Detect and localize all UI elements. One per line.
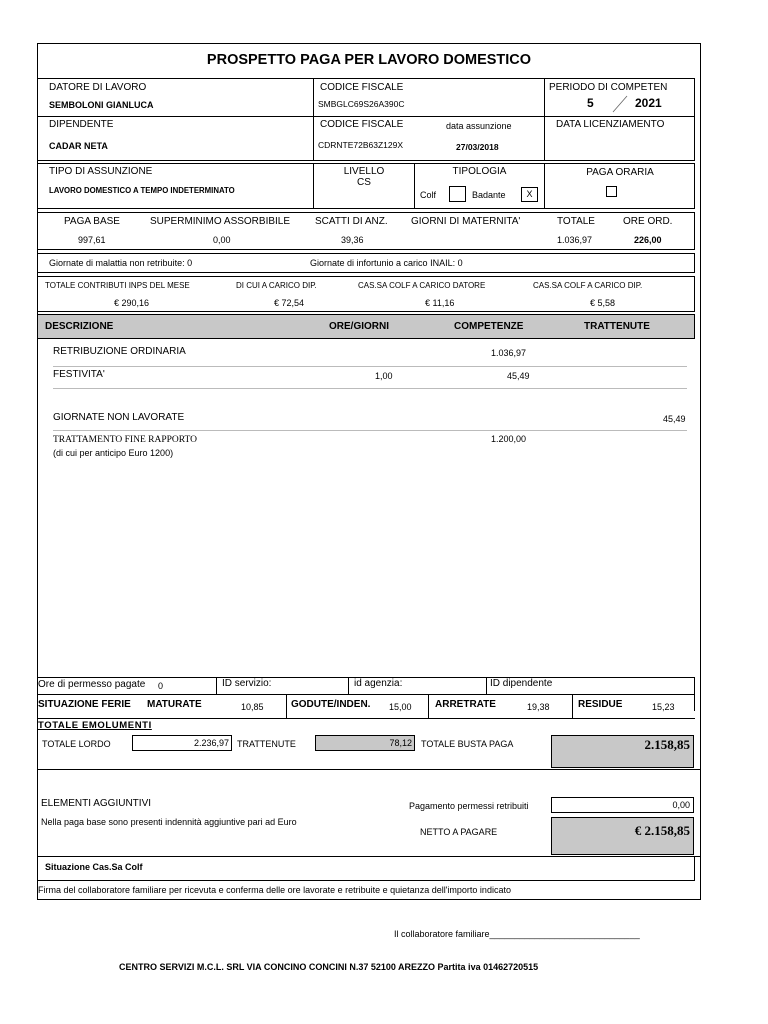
permessi-label: Pagamento permessi retribuiti bbox=[409, 801, 529, 811]
hourly-pay-label: PAGA ORARIA bbox=[586, 167, 654, 178]
contributi-value-3: € 11,16 bbox=[425, 298, 455, 308]
period-label: PERIODO DI COMPETEN bbox=[549, 82, 668, 93]
contributi-header-2: DI CUI A CARICO DIP. bbox=[236, 281, 317, 290]
arretrate-label: ARRETRATE bbox=[435, 699, 496, 710]
row-comp-4: 1.200,00 bbox=[491, 434, 527, 444]
trattenute-value: 78,12 bbox=[315, 735, 415, 751]
contributi-header-4: CAS.SA COLF A CARICO DIP. bbox=[533, 281, 643, 290]
period-year: 2021 bbox=[635, 96, 662, 110]
contributi-value-1: € 290,16 bbox=[114, 298, 150, 308]
employer-cf: SMBGLC69S26A390C bbox=[318, 99, 405, 109]
lordo-label: TOTALE LORDO bbox=[42, 739, 111, 749]
infortunio-text: Giornate di infortunio a carico INAIL: 0 bbox=[310, 258, 463, 268]
maturate-value: 10,85 bbox=[241, 702, 264, 712]
hourly-pay-checkbox[interactable] bbox=[606, 186, 617, 197]
employer-cf-label: CODICE FISCALE bbox=[320, 82, 404, 93]
row-comp-2: 45,49 bbox=[507, 371, 530, 381]
header-competenze: COMPETENZE bbox=[454, 321, 524, 332]
servizio-label: ID servizio: bbox=[222, 678, 272, 689]
assunzione-type-label: TIPO DI ASSUNZIONE bbox=[49, 166, 153, 177]
aggiuntivi-note: Nella paga base sono presenti indennità aggiuntive pari ad Euro bbox=[41, 817, 297, 827]
superminimo-label: SUPERMINIMO ASSORBIBILE bbox=[150, 216, 291, 227]
base-pay-label: PAGA BASE bbox=[64, 216, 120, 227]
termination-label: DATA LICENZIAMENTO bbox=[556, 119, 665, 130]
maturate-label: MATURATE bbox=[147, 699, 202, 710]
scatti-label: SCATTI DI ANZ. bbox=[315, 216, 388, 227]
row-desc-1: RETRIBUZIONE ORDINARIA bbox=[53, 346, 186, 357]
busta-label: TOTALE BUSTA PAGA bbox=[421, 739, 514, 749]
contributi-header-3: CAS.SA COLF A CARICO DATORE bbox=[358, 281, 486, 290]
badante-label: Badante bbox=[472, 190, 506, 200]
level-value: CS bbox=[357, 177, 371, 188]
dipendente-id-label: ID dipendente bbox=[490, 678, 553, 689]
netto-label: NETTO A PAGARE bbox=[420, 827, 498, 837]
pay-total-label: TOTALE bbox=[557, 216, 595, 227]
row-tratt-3: 45,49 bbox=[663, 414, 686, 424]
row-desc-3: GIORNATE NON LAVORATE bbox=[53, 412, 185, 423]
malattia-text: Giornate di malattia non retribuite: 0 bbox=[49, 258, 193, 268]
ore-ord-label: ORE ORD. bbox=[623, 216, 673, 227]
tfr-note: (di cui per anticipo Euro 1200) bbox=[53, 448, 174, 458]
typology-label: TIPOLOGIA bbox=[452, 166, 507, 177]
arretrate-value: 19,38 bbox=[527, 702, 550, 712]
ferie-label: SITUAZIONE FERIE bbox=[38, 699, 131, 710]
badante-checkbox[interactable]: X bbox=[521, 187, 538, 202]
superminimo-value: 0,00 bbox=[213, 235, 231, 245]
header-ore-giorni: ORE/GIORNI bbox=[329, 321, 390, 332]
employee-cf-label: CODICE FISCALE bbox=[320, 119, 404, 130]
lordo-value: 2.236,97 bbox=[132, 735, 232, 751]
header-trattenute: TRATTENUTE bbox=[584, 321, 650, 332]
employee-cf: CDRNTE72B63Z129X bbox=[318, 140, 404, 150]
contributi-value-4: € 5,58 bbox=[590, 298, 616, 308]
residue-label: RESIDUE bbox=[578, 699, 623, 710]
busta-value: 2.158,85 bbox=[551, 735, 694, 768]
row-qty-2: 1,00 bbox=[375, 371, 393, 381]
permessi-value: 0,00 bbox=[551, 797, 694, 813]
page-title: PROSPETTO PAGA PER LAVORO DOMESTICO bbox=[206, 52, 532, 68]
period-slash bbox=[612, 95, 628, 113]
employee-name: CADAR NETA bbox=[49, 141, 108, 151]
colf-label: Colf bbox=[420, 190, 437, 200]
permesso-value: 0 bbox=[158, 681, 164, 691]
collaboratore-signature-line: Il collaboratore familiare______________________________ bbox=[394, 929, 640, 939]
header-descrizione: DESCRIZIONE bbox=[45, 321, 114, 332]
scatti-value: 39,36 bbox=[341, 235, 364, 245]
base-pay-value: 997,61 bbox=[78, 235, 106, 245]
footer-text: CENTRO SERVIZI M.C.L. SRL VIA CONCINO CONCINI N.37 52100 AREZZO Partita iva 01462720515 bbox=[119, 962, 539, 972]
aggiuntivi-label: ELEMENTI AGGIUNTIVI bbox=[41, 798, 152, 809]
hire-date: 27/03/2018 bbox=[456, 142, 499, 152]
residue-value: 15,23 bbox=[652, 702, 675, 712]
employee-label: DIPENDENTE bbox=[49, 119, 114, 130]
cassa-colf-label: Situazione Cas.Sa Colf bbox=[45, 862, 143, 872]
netto-value: € 2.158,85 bbox=[551, 817, 694, 855]
firma-text: Firma del collaboratore familiare per ricevuta e conferma delle ore lavorate e retribuite e quietanza dell'importo indicato bbox=[38, 885, 511, 895]
godute-label: GODUTE/INDEN. bbox=[291, 699, 371, 710]
permesso-label: Ore di permesso pagate bbox=[38, 679, 146, 690]
emolumenti-label: TOTALE EMOLUMENTI bbox=[38, 720, 152, 731]
colf-checkbox[interactable] bbox=[449, 186, 466, 202]
row-comp-1: 1.036,97 bbox=[491, 348, 527, 358]
agenzia-label: id agenzia: bbox=[354, 678, 403, 689]
pay-total-value: 1.036,97 bbox=[557, 235, 593, 245]
trattenute-label: TRATTENUTE bbox=[237, 739, 296, 749]
employer-name: SEMBOLONI GIANLUCA bbox=[49, 100, 154, 110]
row-desc-4: TRATTAMENTO FINE RAPPORTO bbox=[53, 435, 197, 445]
ore-ord-value: 226,00 bbox=[634, 235, 662, 245]
row-desc-2: FESTIVITA' bbox=[53, 369, 105, 380]
contributi-header-1: TOTALE CONTRIBUTI INPS DEL MESE bbox=[45, 281, 190, 290]
employer-label: DATORE DI LAVORO bbox=[49, 82, 147, 93]
godute-value: 15,00 bbox=[389, 702, 412, 712]
maternita-label: GIORNI DI MATERNITA' bbox=[411, 216, 521, 227]
hire-date-label: data assunzione bbox=[446, 121, 512, 131]
assunzione-type-value: LAVORO DOMESTICO A TEMPO INDETERMINATO bbox=[49, 186, 235, 195]
level-label: LIVELLO bbox=[343, 166, 385, 177]
contributi-value-2: € 72,54 bbox=[274, 298, 305, 308]
period-month: 5 bbox=[587, 96, 594, 110]
